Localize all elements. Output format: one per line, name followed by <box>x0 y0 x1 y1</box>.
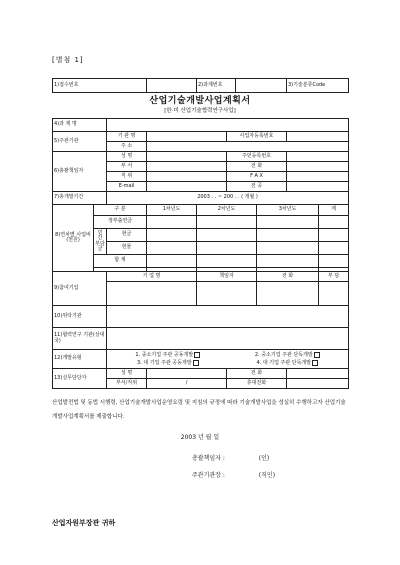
dev-type-option-1-label: 1. 중소기업 주관 공동개발 <box>135 352 194 358</box>
period-field[interactable]: 2003 . . ~ 200 . . ( 개월 ) <box>107 192 349 205</box>
period-label: 7)총개발기간 <box>53 192 107 205</box>
budget-gov-label: 정부출연금 <box>94 216 147 229</box>
budget-gov-total[interactable] <box>319 216 349 229</box>
participants-manager-field[interactable] <box>197 282 257 306</box>
budget-cash-total[interactable] <box>319 229 349 242</box>
budget-total-y2[interactable] <box>197 255 257 268</box>
dev-type-option-2[interactable] <box>255 351 320 359</box>
budget-private-label: 민 간 부담금 <box>94 229 107 255</box>
budget-inkind-label: 현물 <box>107 242 147 255</box>
budget-cash-y3[interactable] <box>257 229 319 242</box>
lead-major-label: 전 공 <box>227 182 287 192</box>
contact-mobile-field[interactable] <box>287 379 349 389</box>
budget-cash-label: 현금 <box>107 229 147 242</box>
lead-name-label: 성 명 <box>107 152 147 162</box>
dev-type-option-2-label: 2. 중소기업 주관 단독개발 <box>254 352 313 358</box>
receipt-no-field[interactable] <box>147 79 197 93</box>
contact-dept-label: 부서/직위 <box>107 379 147 389</box>
participants-share-field[interactable] <box>319 282 349 306</box>
budget-col-year2: 2차년도 <box>197 205 257 216</box>
participants-company-field[interactable] <box>107 282 197 306</box>
dev-type-option-3-label: 3. 대 기업 주관 공동개발 <box>136 360 192 366</box>
contact-phone-label: 전 화 <box>227 369 287 379</box>
declaration-text: 산업발전법 및 동법 시행령, 산업기술개발사업운영요령 및 지침의 규정에 따라 기술개발사업을 성실히 수행하고자 산업기술개발사업계획서를 제출합니다. <box>52 400 346 420</box>
contact-mobile-label: 휴대전화 <box>227 379 287 389</box>
consign-field[interactable] <box>107 306 349 328</box>
lead-seal-mark: (인) <box>258 455 270 462</box>
biz-reg-no-field[interactable] <box>287 132 349 142</box>
biz-reg-no-label: 사업자등록번호 <box>227 132 287 142</box>
budget-inkind-y1[interactable] <box>147 242 197 255</box>
lead-fax-field[interactable] <box>287 172 349 182</box>
budget-total-y1[interactable] <box>147 255 197 268</box>
plan-form-table <box>52 118 349 389</box>
budget-col-year1: 1차년도 <box>147 205 197 216</box>
checkbox-icon <box>312 360 318 366</box>
tech-code-label: 3)기술분류Code <box>287 79 349 93</box>
budget-gov-y2[interactable] <box>197 216 257 229</box>
checkbox-icon <box>193 360 199 366</box>
consign-label: 10)위탁기관 <box>53 306 107 328</box>
org-name-label: 기 관 명 <box>107 132 147 142</box>
participants-col-company: 기 업 명 <box>107 272 197 282</box>
lead-signature-line <box>192 453 342 462</box>
budget-total-all[interactable] <box>319 255 349 268</box>
budget-inkind-y3[interactable] <box>257 242 319 255</box>
budget-label: 8)연차별 사업비 (천원) <box>53 205 94 272</box>
lead-name-field[interactable] <box>147 152 227 162</box>
contact-label: 13)실무담당자 <box>53 369 107 389</box>
task-name-field[interactable] <box>107 119 349 132</box>
lead-signature-label: 총괄책임자 : <box>192 455 225 462</box>
dev-type-options <box>107 350 349 369</box>
host-org-label: 5)주관기관 <box>53 132 107 152</box>
budget-gov-y3[interactable] <box>257 216 319 229</box>
dev-type-option-3[interactable] <box>137 359 199 367</box>
lead-dept-field[interactable] <box>147 162 227 172</box>
lead-position-field[interactable] <box>147 172 227 182</box>
dev-type-label: 12)개발유형 <box>53 350 107 369</box>
host-signature-label: 주관기관장 : <box>192 472 225 479</box>
budget-cash-y2[interactable] <box>197 229 257 242</box>
date-line: 2003 년 월 일 <box>180 434 220 441</box>
participants-col-share: 부 담 <box>319 272 349 282</box>
lead-email-field[interactable] <box>147 182 227 192</box>
host-seal-mark: (직인) <box>258 472 276 479</box>
lead-label: 6)총괄책임자 <box>53 152 107 192</box>
coop-field[interactable] <box>107 328 349 350</box>
budget-col-year3: 3차년도 <box>257 205 319 216</box>
coop-label: 11)협력연구 기관(상대국) <box>53 328 107 350</box>
lead-major-field[interactable] <box>287 182 349 192</box>
document-title: 산업기술개발사업계획서 <box>149 96 251 106</box>
participants-phone-field[interactable] <box>257 282 319 306</box>
org-name-field[interactable] <box>147 132 227 142</box>
addressee: 산업자원부장관 귀하 <box>52 519 116 527</box>
task-no-label: 2)과제번호 <box>197 79 236 93</box>
budget-total-label: 합 계 <box>94 255 147 268</box>
receipt-no-label: 1)접수번호 <box>53 79 147 93</box>
budget-total-y3[interactable] <box>257 255 319 268</box>
address-field[interactable] <box>147 142 349 152</box>
dev-type-option-4-label: 4. 대 기업 주관 단독개발 <box>256 360 312 366</box>
lead-email-label: E-mail <box>107 182 147 192</box>
lead-phone-field[interactable] <box>287 162 349 172</box>
dev-type-option-1[interactable] <box>135 351 200 359</box>
budget-inkind-y2[interactable] <box>197 242 257 255</box>
budget-col-category: 구 분 <box>94 205 147 216</box>
contact-dept-field[interactable]: / <box>147 379 227 389</box>
checkbox-icon <box>314 352 320 358</box>
task-no-field[interactable] <box>236 79 287 93</box>
resident-no-label: 주민등록번호 <box>227 152 287 162</box>
lead-phone-label: 전 화 <box>227 162 287 172</box>
budget-col-total: 계 <box>319 205 349 216</box>
header-table <box>52 78 349 93</box>
participants-col-phone: 전 화 <box>257 272 319 282</box>
resident-no-field[interactable] <box>287 152 349 162</box>
contact-phone-field[interactable] <box>287 369 349 379</box>
lead-dept-label: 부 서 <box>107 162 147 172</box>
budget-cash-y1[interactable] <box>147 229 197 242</box>
host-signature-line <box>192 470 342 479</box>
lead-position-label: 직 위 <box>107 172 147 182</box>
address-label: 주 소 <box>107 142 147 152</box>
budget-gov-y1[interactable] <box>147 216 197 229</box>
contact-name-field[interactable] <box>147 369 227 379</box>
task-name-label: 4)과 제 명 <box>53 119 107 132</box>
dev-type-option-4[interactable] <box>256 359 318 367</box>
budget-inkind-total[interactable] <box>319 242 349 255</box>
document-subtitle: [한·미 산업기술협력연구사업] <box>164 108 236 114</box>
checkbox-icon <box>194 352 200 358</box>
participants-col-manager: 책임자 <box>197 272 257 282</box>
contact-name-label: 성 명 <box>107 369 147 379</box>
participants-label: 9)참여기업 <box>53 272 107 306</box>
lead-fax-label: F A X <box>227 172 287 182</box>
annex-label: [별첨 1] <box>52 56 84 64</box>
